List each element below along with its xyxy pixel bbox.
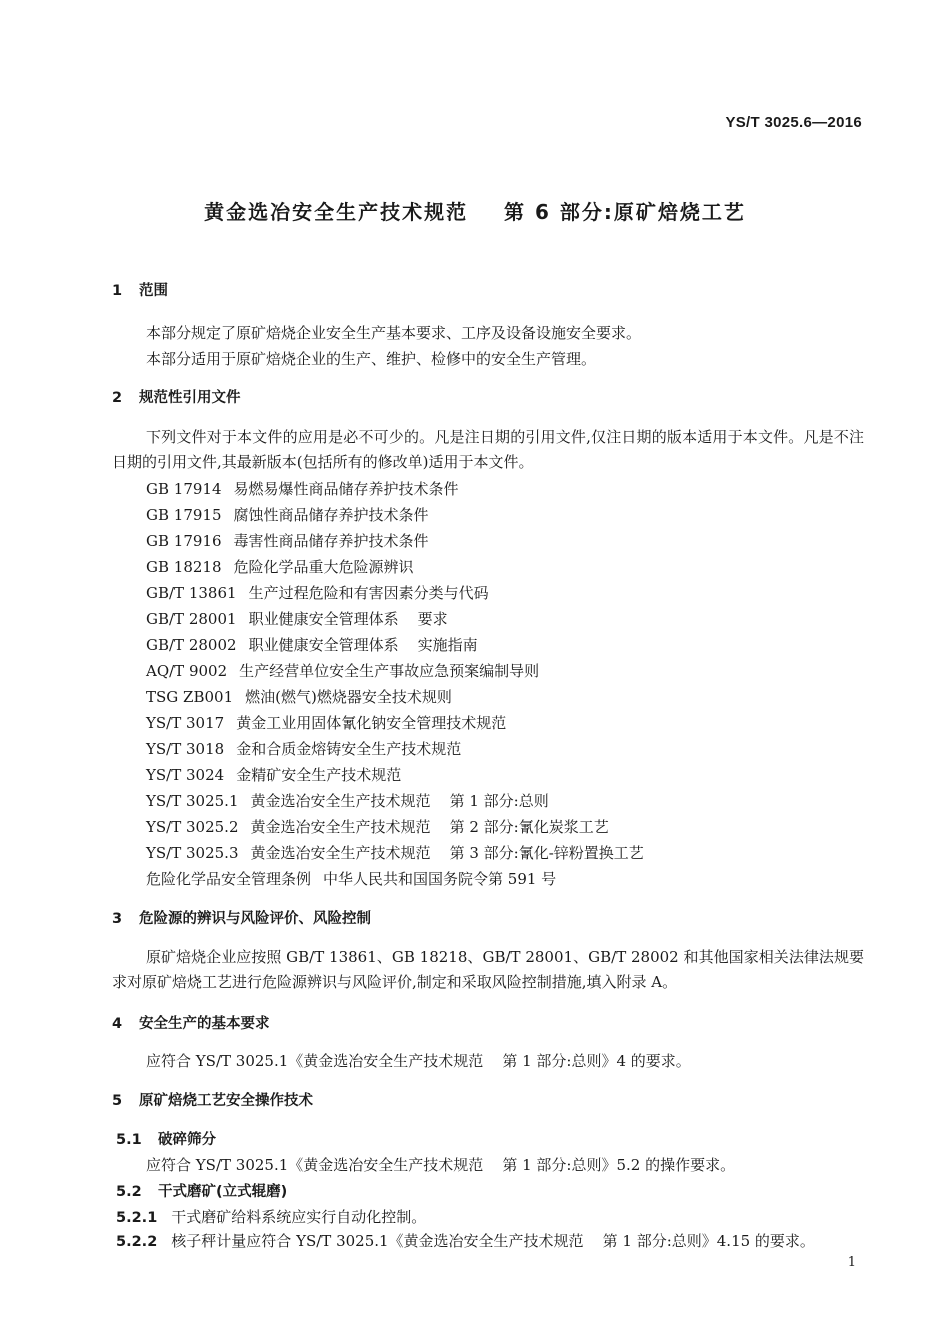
- reference-title: 腐蚀性商品储存养护技术条件: [233, 506, 429, 524]
- reference-code: GB/T 28001: [146, 610, 237, 628]
- clause-5-2-1: [116, 1206, 426, 1227]
- reference-code: YS/T 3018: [146, 740, 225, 758]
- reference-title: 金精矿安全生产技术规范: [236, 766, 402, 784]
- reference-item: [146, 530, 429, 551]
- reference-code: GB/T 28002: [146, 636, 237, 654]
- reference-item: [146, 582, 489, 603]
- section-title: 规范性引用文件: [139, 390, 241, 406]
- reference-item: [146, 660, 539, 681]
- reference-item: [146, 790, 549, 811]
- reference-item: [146, 504, 429, 525]
- reference-title: 黄金选冶安全生产技术规范 第 3 部分:氰化-锌粉置换工艺: [250, 844, 644, 862]
- reference-title: 生产经营单位安全生产事故应急预案编制导则: [239, 662, 540, 680]
- subsection-5-1-heading: [116, 1128, 216, 1149]
- section-number: 1: [112, 283, 123, 299]
- subsection-number: 5.1: [116, 1132, 142, 1148]
- reference-title: 职业健康安全管理体系 要求: [248, 610, 448, 628]
- reference-title: 危险化学品重大危险源辨识: [233, 558, 414, 576]
- reference-item: [146, 556, 414, 577]
- reference-code: GB 18218: [146, 558, 222, 576]
- reference-title: 黄金选冶安全生产技术规范 第 2 部分:氰化炭浆工艺: [250, 818, 609, 836]
- section-3-paragraph: 原矿焙烧企业应按照 GB/T 13861、GB 18218、GB/T 28001、GB/T 28002 和其他国家相关法律法规要求对原矿焙烧工艺进行危险源辨识与风险评价,制定和采取风险控制措施,填入附录 A。: [112, 948, 864, 991]
- section-title: 范围: [139, 283, 168, 299]
- reference-code: GB/T 13861: [146, 584, 237, 602]
- reference-code: 危险化学品安全管理条例: [146, 870, 312, 888]
- standard-code: YS/T 3025.6—2016: [725, 114, 862, 131]
- reference-code: GB 17914: [146, 480, 222, 498]
- reference-title: 生产过程危险和有害因素分类与代码: [248, 584, 489, 602]
- document-title: 黄金选冶安全生产技术规范 第 6 部分:原矿焙烧工艺: [204, 200, 746, 224]
- section-title: 安全生产的基本要求: [139, 1016, 270, 1032]
- reference-item: [146, 634, 478, 655]
- reference-code: GB 17916: [146, 532, 222, 550]
- reference-item: [146, 686, 452, 707]
- section-3-heading: [112, 907, 371, 928]
- section-number: 4: [112, 1016, 123, 1032]
- reference-item: [146, 608, 448, 629]
- section-4-heading: [112, 1012, 270, 1033]
- reference-title: 中华人民共和国国务院令第 591 号: [323, 870, 557, 888]
- section-title: 危险源的辨识与风险评价、风险控制: [139, 911, 371, 927]
- reference-code: TSG ZB001: [146, 688, 234, 706]
- reference-code: YS/T 3025.2: [146, 818, 239, 836]
- section-1-paragraph-1: 本部分规定了原矿焙烧企业安全生产基本要求、工序及设备设施安全要求。: [146, 324, 642, 342]
- reference-code: GB 17915: [146, 506, 222, 524]
- reference-title: 职业健康安全管理体系 实施指南: [248, 636, 478, 654]
- reference-item: [146, 842, 644, 863]
- reference-title: 毒害性商品储存养护技术条件: [233, 532, 429, 550]
- section-number: 2: [112, 390, 123, 406]
- reference-code: YS/T 3025.3: [146, 844, 239, 862]
- clause-number: 5.2.2: [116, 1234, 158, 1250]
- section-number: 3: [112, 911, 123, 927]
- reference-item: [146, 712, 506, 733]
- reference-title: 黄金工业用固体氰化钠安全管理技术规范: [236, 714, 507, 732]
- section-2-heading: [112, 386, 241, 407]
- clause-text: 核子秤计量应符合 YS/T 3025.1《黄金选冶安全生产技术规范 第 1 部分:总则》4.15 的要求。: [171, 1232, 815, 1250]
- reference-code: AQ/T 9002: [146, 662, 228, 680]
- reference-title: 金和合质金熔铸安全生产技术规范: [236, 740, 462, 758]
- section-2-intro: 下列文件对于本文件的应用是必不可少的。凡是注日期的引用文件,仅注日期的版本适用于本文件。凡是不注日期的引用文件,其最新版本(包括所有的修改单)适用于本文件。: [112, 428, 864, 471]
- reference-item: [146, 478, 459, 499]
- reference-item: [146, 868, 556, 889]
- reference-item: [146, 816, 609, 837]
- section-number: 5: [112, 1093, 123, 1109]
- subsection-title: 破碎筛分: [158, 1132, 216, 1148]
- section-1-paragraph-2: 本部分适用于原矿焙烧企业的生产、维护、检修中的安全生产管理。: [146, 350, 597, 368]
- reference-code: YS/T 3017: [146, 714, 225, 732]
- subsection-5-1-paragraph: 应符合 YS/T 3025.1《黄金选冶安全生产技术规范 第 1 部分:总则》5.2 的操作要求。: [146, 1156, 736, 1174]
- section-4-paragraph: 应符合 YS/T 3025.1《黄金选冶安全生产技术规范 第 1 部分:总则》4 的要求。: [146, 1052, 691, 1070]
- section-1-heading: [112, 279, 168, 300]
- section-5-heading: [112, 1089, 313, 1110]
- clause-5-2-2: [116, 1230, 815, 1251]
- clause-text: 干式磨矿给料系统应实行自动化控制。: [171, 1208, 427, 1226]
- reference-item: [146, 738, 461, 759]
- section-title: 原矿焙烧工艺安全操作技术: [139, 1093, 313, 1109]
- reference-title: 黄金选冶安全生产技术规范 第 1 部分:总则: [250, 792, 549, 810]
- reference-code: YS/T 3025.1: [146, 792, 239, 810]
- subsection-number: 5.2: [116, 1184, 142, 1200]
- subsection-5-2-heading: [116, 1180, 287, 1201]
- subsection-title: 干式磨矿(立式辊磨): [158, 1184, 288, 1200]
- reference-title: 燃油(燃气)燃烧器安全技术规则: [245, 688, 452, 706]
- reference-item: [146, 764, 401, 785]
- page-number: 1: [847, 1255, 856, 1270]
- reference-code: YS/T 3024: [146, 766, 225, 784]
- clause-number: 5.2.1: [116, 1210, 158, 1226]
- reference-title: 易燃易爆性商品储存养护技术条件: [233, 480, 459, 498]
